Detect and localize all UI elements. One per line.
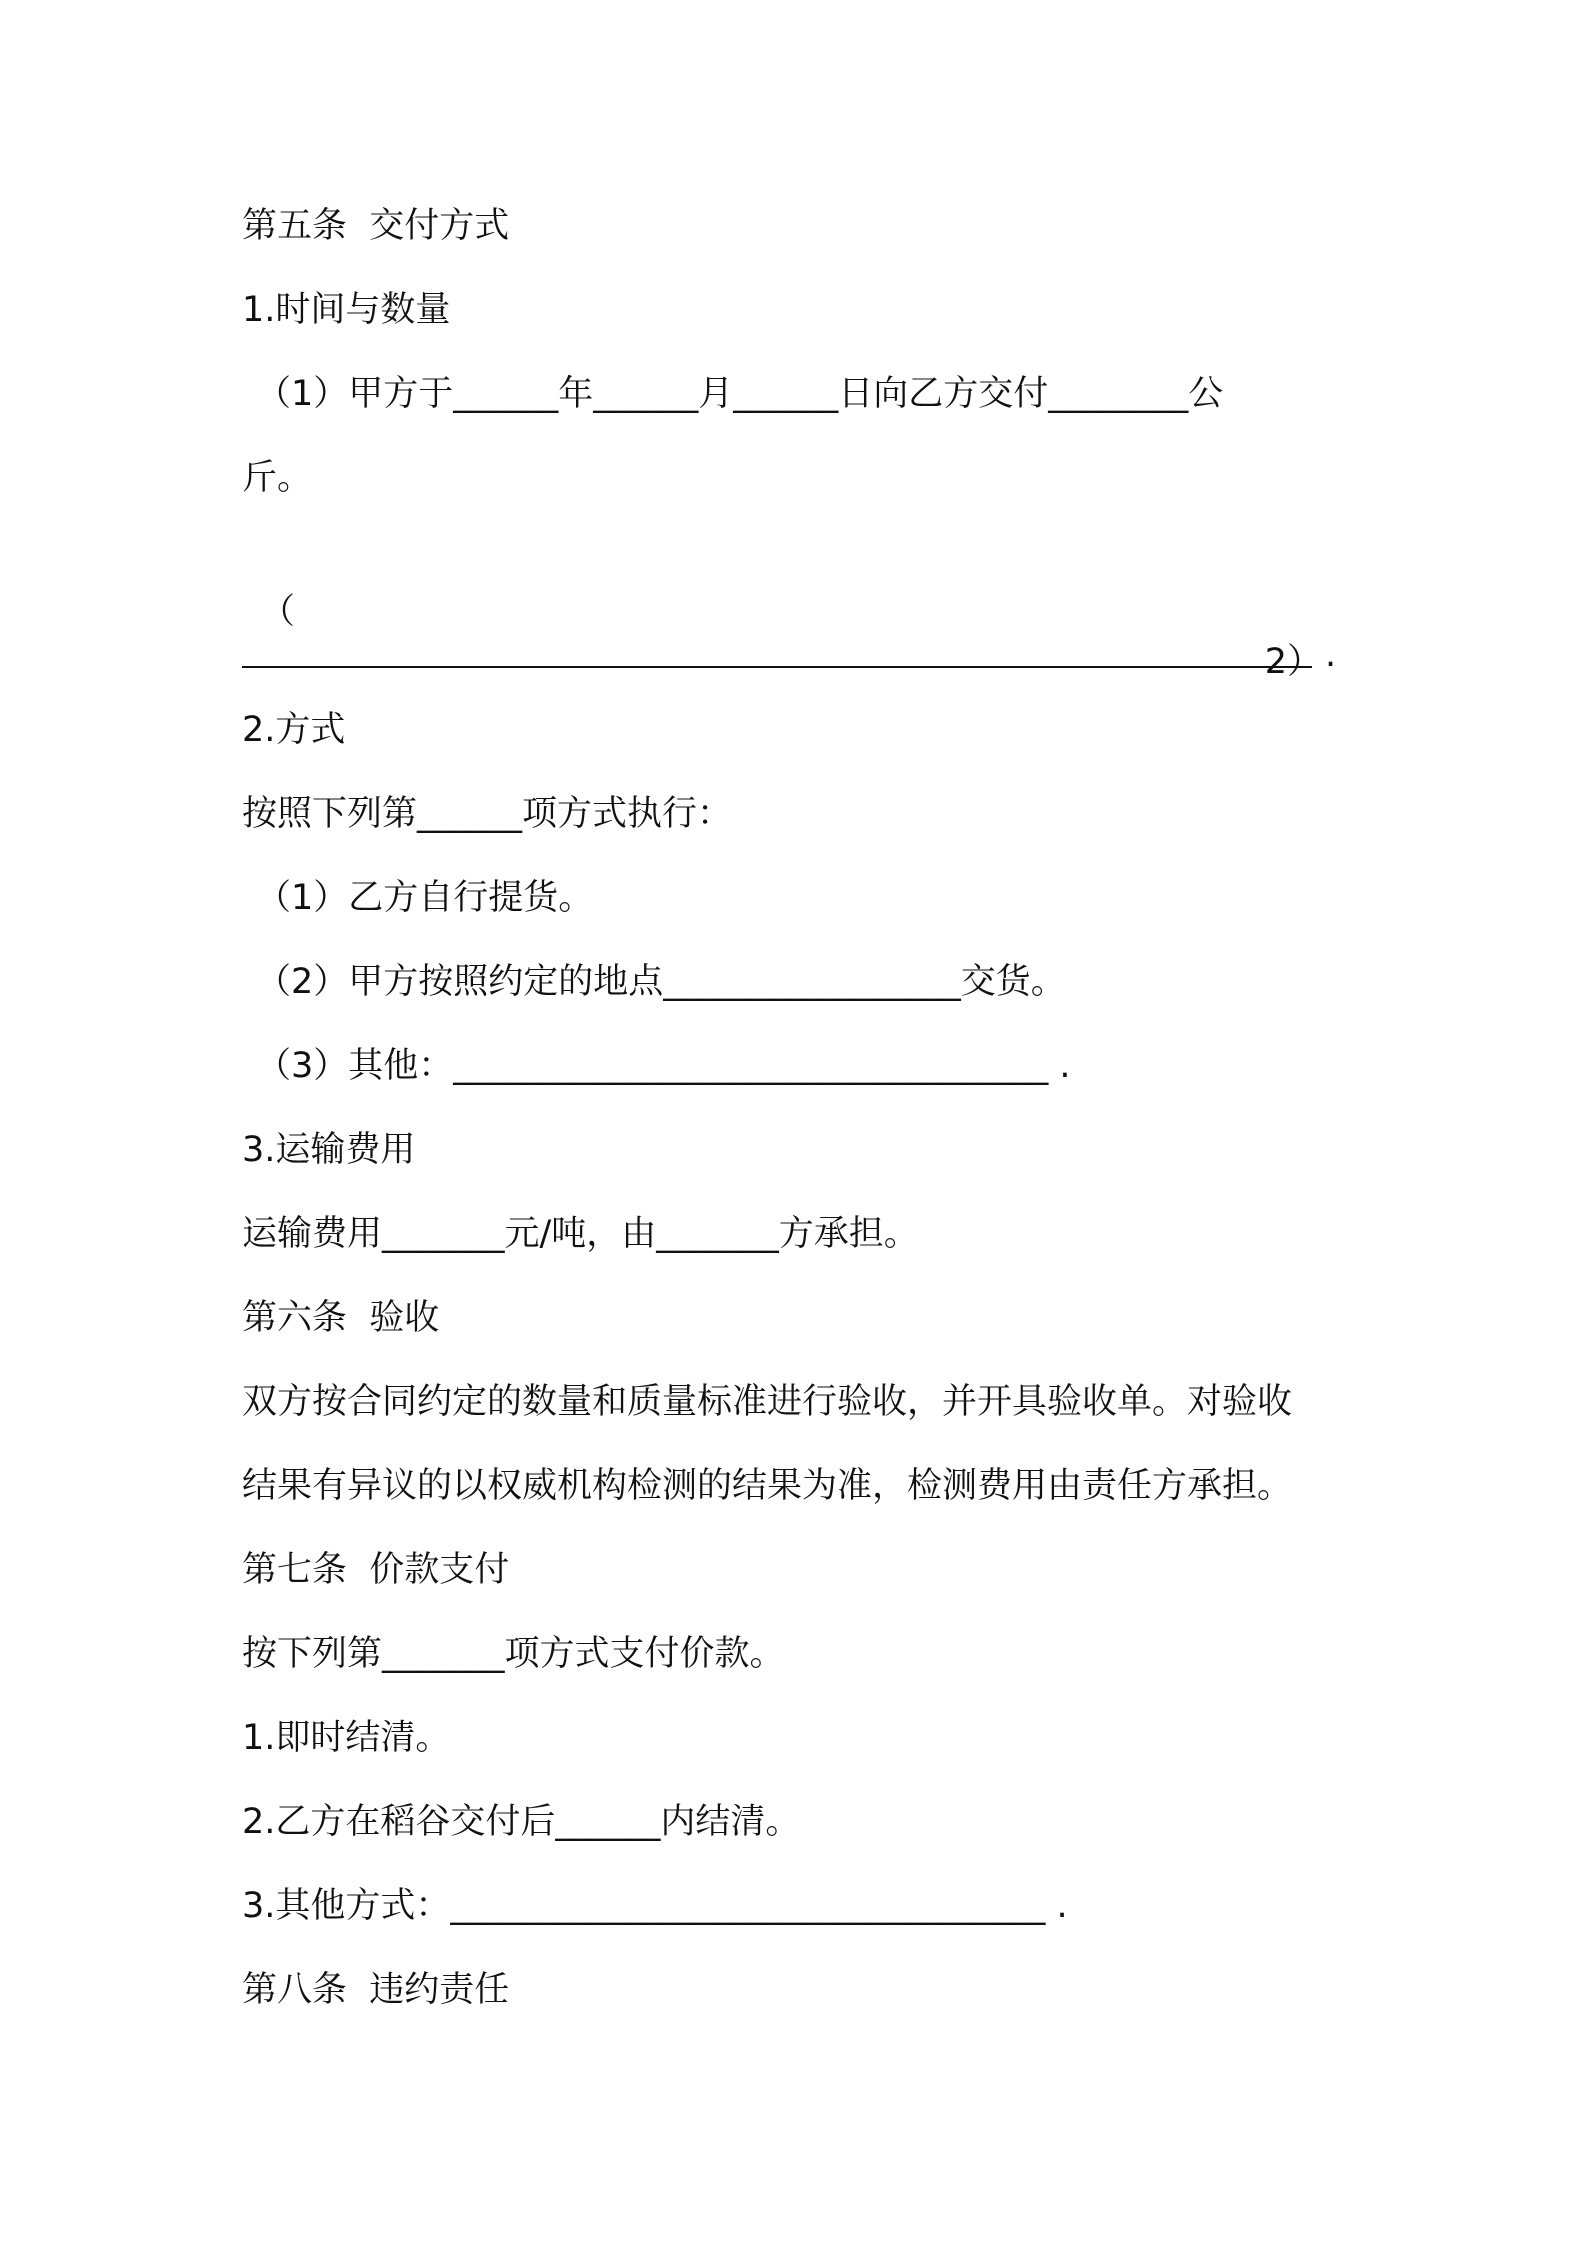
method-option-1: （1）乙方自行提货。 [256,878,594,918]
clause-1-2-end-dot: . [1325,635,1337,675]
method-option-3: （3）其他：__________________________________ . [256,1046,1071,1086]
clause-1-2-open-paren: （ [260,592,296,632]
clause-1-2-number: 2） [1264,642,1322,682]
clause-1-2-line [242,537,1362,682]
payment-option-1: 1.即时结清。 [242,1718,451,1758]
article-8-heading: 第八条 违约责任 [242,1970,510,2010]
acceptance-text-line-1: 双方按合同约定的数量和质量标准进行验收，并开具验收单。对验收 [242,1382,1293,1422]
method-choice-text: 按照下列第______项方式执行： [242,794,733,834]
section-3-heading: 3.运输费用 [242,1130,416,1170]
section-2-heading: 2.方式 [242,710,346,750]
clause-1-1-text: （1）甲方于______年______月______日向乙方交付________公 [256,374,1224,414]
article-6-heading: 第六条 验收 [242,1298,440,1338]
payment-choice-text: 按下列第_______项方式支付价款。 [242,1634,785,1674]
method-option-2: （2）甲方按照约定的地点_________________交货。 [256,962,1066,1002]
section-1-heading: 1.时间与数量 [242,290,451,330]
clause-1-2-blank-line [242,666,1312,668]
acceptance-text-line-2: 结果有异议的以权威机构检测的结果为准，检测费用由责任方承担。 [242,1466,1293,1506]
payment-option-3: 3.其他方式：__________________________________ . [242,1886,1068,1926]
article-5-heading: 第五条 交付方式 [242,206,510,246]
transport-cost-text: 运输费用_______元/吨，由_______方承担。 [242,1214,919,1254]
article-7-heading: 第七条 价款支付 [242,1550,510,1590]
document-page [242,0,1362,2244]
payment-option-2: 2.乙方在稻谷交付后______内结清。 [242,1802,801,1842]
clause-1-1-continuation: 斤。 [242,458,313,498]
